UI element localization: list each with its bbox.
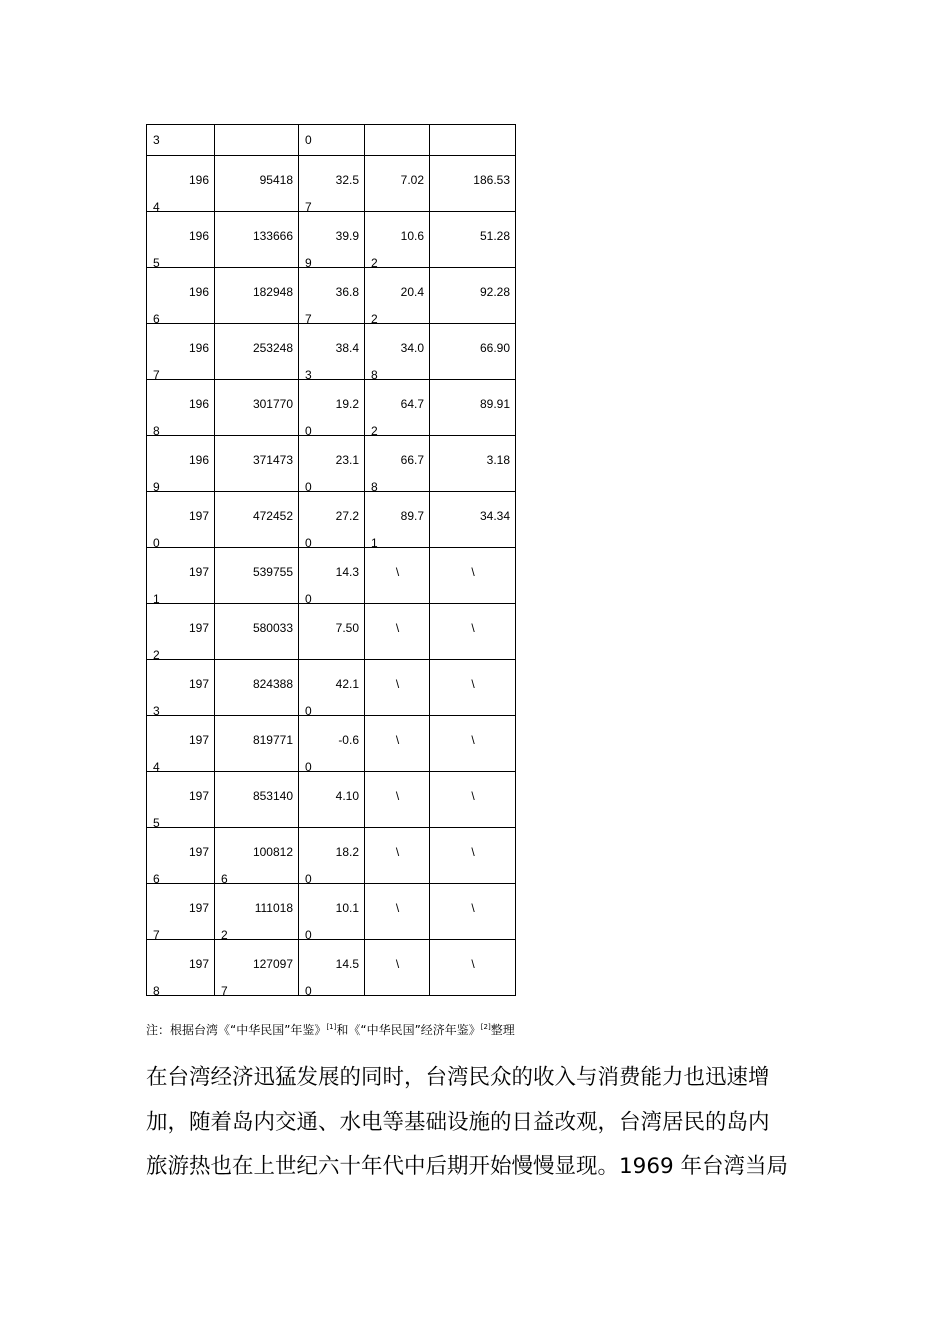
cell-value: \: [395, 677, 400, 691]
cell-value: 197 5: [153, 789, 209, 830]
paragraph-line: 旅游热也在上世纪六十年代中后期开始慢慢显现。1969 年台湾当局: [146, 1154, 789, 1179]
statistics-table: [146, 124, 516, 996]
cell-column-5: [430, 940, 516, 996]
cell-year: [147, 380, 215, 436]
table-row: [147, 716, 516, 772]
cell-column-5: [430, 716, 516, 772]
cell-value: [215, 324, 299, 380]
cell-growth-rate: [299, 268, 365, 324]
cell-column-5: [430, 660, 516, 716]
cell-growth-rate: [299, 212, 365, 268]
cell-value: 253248: [252, 341, 293, 355]
cell-value: 539755: [252, 565, 293, 579]
cell-value: [215, 268, 299, 324]
cell-year: [147, 125, 215, 156]
cell-column-5: [430, 884, 516, 940]
cell-column-4: [365, 492, 430, 548]
cell-value: 196 7: [153, 341, 209, 382]
cell-column-4: [365, 380, 430, 436]
cell-value: 7.02: [400, 173, 424, 187]
cell-value: \: [471, 845, 475, 859]
cell-column-5: [430, 492, 516, 548]
body-paragraph: [146, 1056, 810, 1190]
cell-column-4: [365, 324, 430, 380]
cell-value: 3.18: [486, 453, 510, 467]
table-row: [147, 380, 516, 436]
cell-value: 95418: [259, 173, 293, 187]
cell-column-4: [365, 548, 430, 604]
cell-value: 472452: [252, 509, 293, 523]
table-row: [147, 604, 516, 660]
cell-column-5: [430, 604, 516, 660]
cell-value: -0.6 0: [305, 733, 359, 774]
cell-value: 819771: [252, 733, 293, 747]
cell-column-5: [430, 548, 516, 604]
cell-year: [147, 940, 215, 996]
cell-column-4: [365, 716, 430, 772]
cell-year: [147, 156, 215, 212]
table-row: [147, 125, 516, 156]
note-text-2: 和《“中华民国”经济年鉴》: [336, 1023, 481, 1037]
cell-value: \: [395, 901, 400, 915]
cell-value: \: [395, 957, 400, 971]
cell-value: [215, 436, 299, 492]
cell-value: [215, 828, 299, 884]
cell-value: 127097 7: [221, 957, 293, 998]
cell-growth-rate: [299, 492, 365, 548]
cell-value: 34.34: [479, 509, 510, 523]
cell-value: \: [395, 565, 400, 579]
cell-value: \: [471, 733, 475, 747]
cell-column-4: [365, 772, 430, 828]
cell-value: 196 8: [153, 397, 209, 438]
cell-column-5: [430, 436, 516, 492]
cell-growth-rate: [299, 772, 365, 828]
cell-value: 14.5 0: [305, 957, 359, 998]
cell-growth-rate: [299, 940, 365, 996]
cell-value: 580033: [252, 621, 293, 635]
cell-value: [215, 548, 299, 604]
cell-growth-rate: [299, 324, 365, 380]
cell-growth-rate: [299, 380, 365, 436]
table-row: [147, 492, 516, 548]
cell-value: 100812 6: [221, 845, 293, 886]
cell-column-4: [365, 268, 430, 324]
table-row: [147, 660, 516, 716]
cell-value: 196 9: [153, 453, 209, 494]
table-row: [147, 772, 516, 828]
table-row: [147, 940, 516, 996]
cell-column-4: [365, 604, 430, 660]
cell-value: [215, 125, 299, 156]
cell-value: 111018 2: [221, 901, 293, 942]
note-text-1: 注：根据台湾《“中华民国”年鉴》: [146, 1023, 327, 1037]
cell-value: 34.0 8: [371, 341, 424, 382]
cell-value: 27.2 0: [305, 509, 359, 550]
cell-year: [147, 884, 215, 940]
cell-value: [215, 380, 299, 436]
cell-value: [215, 716, 299, 772]
cell-value: \: [395, 621, 400, 635]
cell-value: 51.28: [479, 229, 510, 243]
cell-column-5: [430, 212, 516, 268]
cell-value: \: [471, 789, 475, 803]
cell-value: 197 1: [153, 565, 209, 606]
cell-column-5: [430, 380, 516, 436]
cell-value: 18.2 0: [305, 845, 359, 886]
cell-growth-rate: [299, 604, 365, 660]
cell-growth-rate: [299, 125, 365, 156]
cell-value: \: [395, 845, 400, 859]
cell-value: 32.5 7: [305, 173, 359, 214]
cell-value: \: [471, 901, 475, 915]
table-row: [147, 828, 516, 884]
cell-year: [147, 324, 215, 380]
cell-value: 824388: [252, 677, 293, 691]
paragraph-line: 加，随着岛内交通、水电等基础设施的日益改观，台湾居民的岛内: [146, 1109, 770, 1135]
cell-growth-rate: [299, 828, 365, 884]
cell-year: [147, 492, 215, 548]
cell-value: [215, 660, 299, 716]
cell-column-4: [365, 156, 430, 212]
table-source-note: [146, 1021, 515, 1038]
cell-value: 186.53: [473, 173, 510, 187]
cell-value: \: [395, 789, 400, 803]
cell-year: [147, 212, 215, 268]
cell-value: 197 0: [153, 509, 209, 550]
cell-value: \: [471, 957, 475, 971]
table-row: [147, 436, 516, 492]
cell-year: [147, 828, 215, 884]
cell-value: 182948: [252, 285, 293, 299]
cell-value: 10.6 2: [371, 229, 424, 270]
cell-value: 38.4 3: [305, 341, 359, 382]
cell-year: [147, 604, 215, 660]
cell-value: 39.9 9: [305, 229, 359, 270]
cell-value: 20.4 2: [371, 285, 424, 326]
cell-value: [215, 772, 299, 828]
cell-growth-rate: [299, 548, 365, 604]
table-row: [147, 548, 516, 604]
cell-value: 64.7 2: [371, 397, 424, 438]
note-text-3: 整理: [490, 1023, 515, 1037]
cell-growth-rate: [299, 716, 365, 772]
cell-growth-rate: [299, 884, 365, 940]
cell-value: 197 7: [153, 901, 209, 942]
cell-value: 10.1 0: [305, 901, 359, 942]
cell-column-4: [365, 212, 430, 268]
cell-value: 66.7 8: [371, 453, 424, 494]
cell-value: 197 8: [153, 957, 209, 998]
cell-column-5: [430, 268, 516, 324]
cell-value: 196 5: [153, 229, 209, 270]
cell-value: [215, 156, 299, 212]
cell-value: 89.7 1: [371, 509, 424, 550]
cell-year: [147, 660, 215, 716]
cell-year: [147, 772, 215, 828]
cell-value: 36.8 7: [305, 285, 359, 326]
cell-column-5: [430, 828, 516, 884]
cell-value: 23.1 0: [305, 453, 359, 494]
table-row: [147, 324, 516, 380]
table-row: [147, 268, 516, 324]
cell-value: [215, 884, 299, 940]
cell-value: [215, 492, 299, 548]
cell-value: 197 2: [153, 621, 209, 662]
cell-column-4: [365, 884, 430, 940]
cell-year: [147, 548, 215, 604]
reference-1[interactable]: [1]: [326, 1023, 337, 1031]
cell-growth-rate: [299, 156, 365, 212]
cell-column-4: [365, 660, 430, 716]
cell-value: 196 4: [153, 173, 209, 214]
cell-value: 3: [153, 133, 160, 147]
cell-year: [147, 268, 215, 324]
cell-value: \: [395, 733, 400, 747]
cell-column-5: [430, 772, 516, 828]
cell-value: 92.28: [479, 285, 510, 299]
cell-value: 19.2 0: [305, 397, 359, 438]
cell-value: 197 3: [153, 677, 209, 718]
cell-growth-rate: [299, 660, 365, 716]
cell-value: 4.10: [335, 789, 359, 803]
cell-value: 133666: [252, 229, 293, 243]
cell-value: 197 6: [153, 845, 209, 886]
cell-value: [215, 940, 299, 996]
cell-value: 89.91: [479, 397, 510, 411]
statistics-table-body: [147, 125, 516, 996]
cell-column-5: [430, 125, 516, 156]
cell-year: [147, 436, 215, 492]
reference-2[interactable]: [2]: [480, 1023, 491, 1031]
cell-value: 853140: [252, 789, 293, 803]
cell-value: [215, 604, 299, 660]
cell-column-4: [365, 436, 430, 492]
cell-column-4: [365, 828, 430, 884]
cell-year: [147, 716, 215, 772]
table-row: [147, 884, 516, 940]
cell-value: 7.50: [335, 621, 359, 635]
cell-value: 196 6: [153, 285, 209, 326]
cell-value: 14.3 0: [305, 565, 359, 606]
cell-value: 371473: [252, 453, 293, 467]
cell-value: [215, 212, 299, 268]
table-row: [147, 156, 516, 212]
cell-column-5: [430, 324, 516, 380]
cell-value: 66.90: [479, 341, 510, 355]
paragraph-line: 在台湾经济迅猛发展的同时，台湾民众的收入与消费能力也迅速增: [146, 1065, 770, 1090]
cell-column-5: [430, 156, 516, 212]
cell-value: 301770: [252, 397, 293, 411]
cell-value: \: [471, 621, 475, 635]
table-row: [147, 212, 516, 268]
cell-growth-rate: [299, 436, 365, 492]
cell-value: 0: [305, 133, 312, 147]
cell-value: 42.1 0: [305, 677, 359, 718]
cell-column-4: [365, 940, 430, 996]
cell-value: \: [471, 565, 475, 579]
cell-column-4: [365, 125, 430, 156]
cell-value: \: [471, 677, 475, 691]
cell-value: 197 4: [153, 733, 209, 774]
